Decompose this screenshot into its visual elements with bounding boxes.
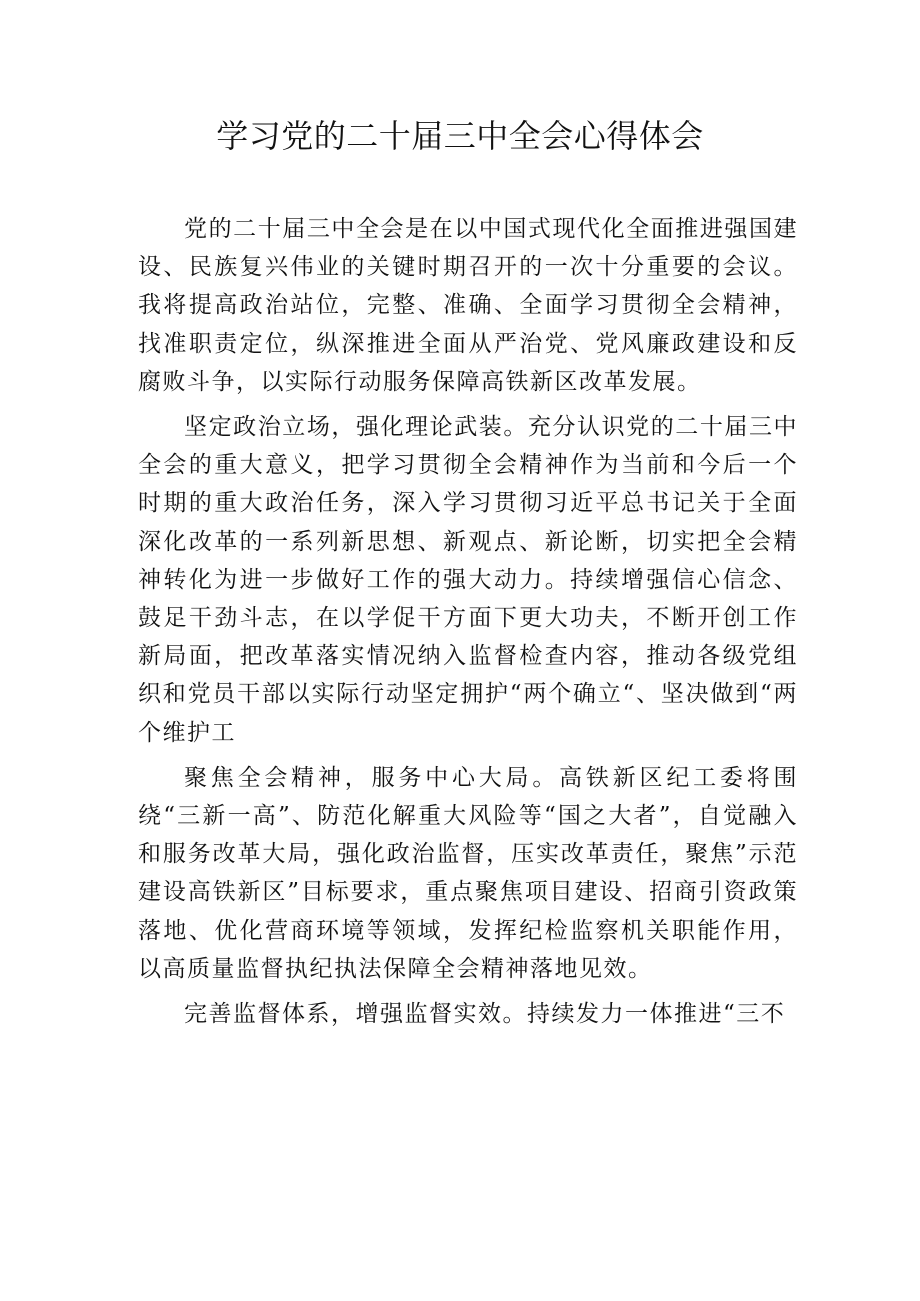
paragraph: 党的二十届三中全会是在以中国式现代化全面推进强国建设、民族复兴伟业的关键时期召开的一次十分重要的会议。我将提高政治站位，完整、准确、全面学习贯彻全会精神，找准职责定位，纵深推进全面从严治党、党风廉政建设和反腐败斗争，以实际行动服务保障高铁新区改革发展。: [138, 216, 798, 395]
paragraph: 坚定政治立场，强化理论武装。充分认识党的二十届三中全会的重大意义，把学习贯彻全会精神作为当前和今后一个时期的重大政治任务，深入学习贯彻习近平总书记关于全面深化改革的一系列新思想、新观点、新论断，切实把全会精神转化为进一步做好工作的强大动力。持续增强信心信念、鼓足干劲斗志，在以学促干方面下更大功夫，不断开创工作新局面，把改革落实情况纳入监督检查内容，推动各级党组织和党员干部以实际行动坚定拥护“两个确立“、坚决做到“两个维护工: [138, 414, 798, 746]
document-body: [138, 210, 798, 1033]
paragraph: 聚焦全会精神，服务中心大局。高铁新区纪工委将围绕“三新一高”、防范化解重大风险等“国之大者”，自觉融入和服务改革大局，强化政治监督，压实改革责任，聚焦”示范建设高铁新区”目标要求，重点聚焦项目建设、招商引资政策落地、优化营商环境等领域，发挥纪检监察机关职能作用，以高质量监督执纪执法保障全会精神落地见效。: [138, 764, 798, 982]
document-title: 学习党的二十届三中全会心得体会: [216, 117, 704, 155]
paragraph: 完善监督体系，增强监督实效。持续发力一体推进“三不: [184, 1001, 786, 1028]
